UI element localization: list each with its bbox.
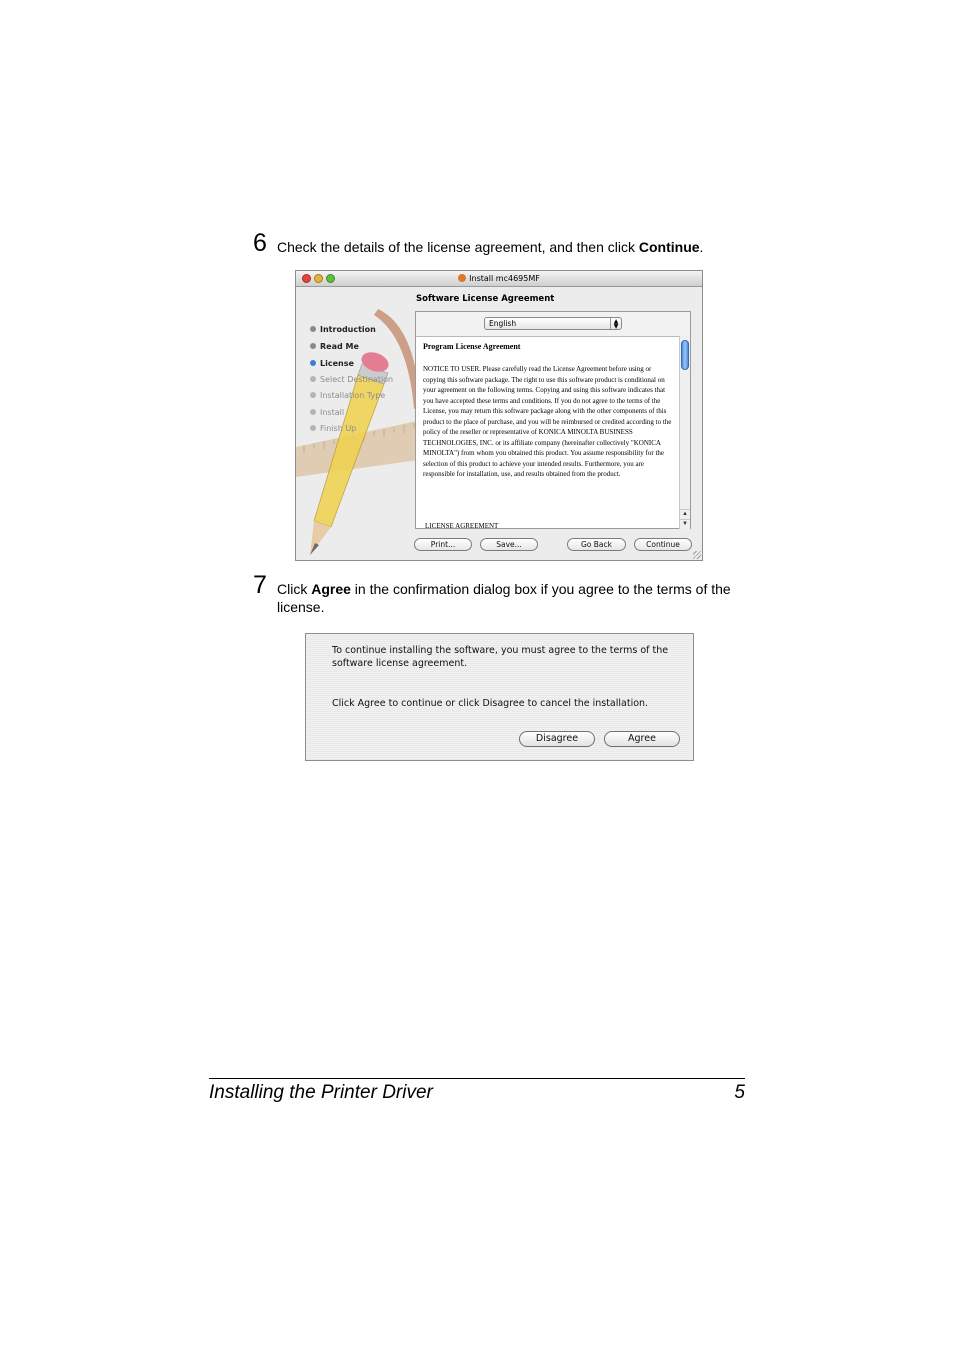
language-select[interactable] [484,317,622,330]
installer-step-label: Introduction [320,325,376,334]
language-select-value: English [489,319,517,328]
installer-step-introduction [310,325,376,334]
installer-window-title: Install mc4695MF [469,274,540,283]
footer-title: Installing the Printer Driver [209,1082,433,1103]
page-number: 5 [734,1082,745,1103]
installer-app-icon [458,274,466,282]
installer-step-label: Select Destination [320,375,394,384]
dialog-instruction: Click Agree to continue or click Disagree to cancel the installation. [332,698,649,709]
installer-step-finish-up [310,424,356,433]
license-body: NOTICE TO USER. Please carefully read the License Agreement before using or copying this software package. The right to use this software product is conditional on your agreement on the following terms. Copying and using this software indicates that you have accepted these terms and conditions. If you do not agree to the terms of the License, you may return this software package along with the other components of this product to the place of purchase, and you will be reimbursed or credited according to the policy of the reseller or representative of KONICA MINOLTA BUSINESS TECHNOLOGIES, INC. or its affiliate company (hereinafter collectively "KONICA MINOLTA") from whom you obtained this product. You assume responsibility for the selection of this product to achieve your intended results. Furthermore, you are responsible for installation, use, and results obtained from the product. [423,365,672,478]
language-bar [416,312,690,337]
scrollbar-thumb[interactable] [681,340,689,370]
installer-step-license [310,359,354,368]
continue-button[interactable]: Continue [634,538,692,551]
updown-arrows-icon: ▲ ▼ [610,318,621,329]
close-window-button[interactable] [302,274,311,283]
go-back-button[interactable]: Go Back [567,538,626,551]
step-6-bold: Continue [638,239,700,255]
scroll-up-icon[interactable]: ▲ [680,509,690,519]
step-pending-icon [310,376,316,382]
installer-step-label: Read Me [320,342,359,351]
dialog-message: To continue installing the software, you must agree to the terms of the software license agreement. [332,645,669,669]
installer-step-install [310,408,344,417]
step-7-text: Click [277,581,312,597]
step-done-icon [310,343,316,349]
installer-step-label: Install [320,408,345,417]
installer-window [295,270,703,561]
license-confirmation-dialog [305,633,694,761]
license-next-heading: LICENSE AGREEMENT [425,522,499,529]
installer-step-select-destination [310,375,393,384]
scroll-down-icon[interactable]: ▼ [680,519,690,529]
step-done-icon [310,326,316,332]
minimize-window-button[interactable] [314,274,323,283]
save-button[interactable]: Save... [480,538,538,551]
step-6-text: Check the details of the license agreement, and then click [277,239,639,255]
step-6-text-end: . [699,239,704,255]
step-6-number: 6 [253,229,267,257]
installer-step-installation-type [310,391,385,400]
resize-grip-icon[interactable] [693,551,701,559]
step-7-bold: Agree [311,581,351,597]
section-title: Software License Agreement [416,294,555,304]
footer-rule [209,1078,745,1079]
zoom-window-button[interactable] [326,274,335,283]
step-current-icon [310,360,316,366]
installer-step-label: License [320,359,354,368]
license-text-area[interactable] [416,336,680,529]
step-6-instruction [277,238,747,256]
step-7-number: 7 [253,571,267,599]
agree-button[interactable]: Agree [604,731,680,747]
disagree-button[interactable]: Disagree [519,731,595,747]
license-scrollbar[interactable] [679,336,690,529]
installer-step-label: Installation Type [320,391,386,400]
print-button[interactable]: Print... [414,538,472,551]
step-7-instruction [277,580,747,616]
license-panel [415,311,691,529]
installer-step-label: Finish Up [320,424,357,433]
step-pending-icon [310,425,316,431]
step-7-text-end: in the confirmation dialog box if you agree to the terms of the license. [277,581,731,615]
step-pending-icon [310,392,316,398]
installer-title-bar [296,271,702,287]
step-pending-icon [310,409,316,415]
installer-step-read-me [310,342,359,351]
license-heading: Program License Agreement [423,342,521,351]
